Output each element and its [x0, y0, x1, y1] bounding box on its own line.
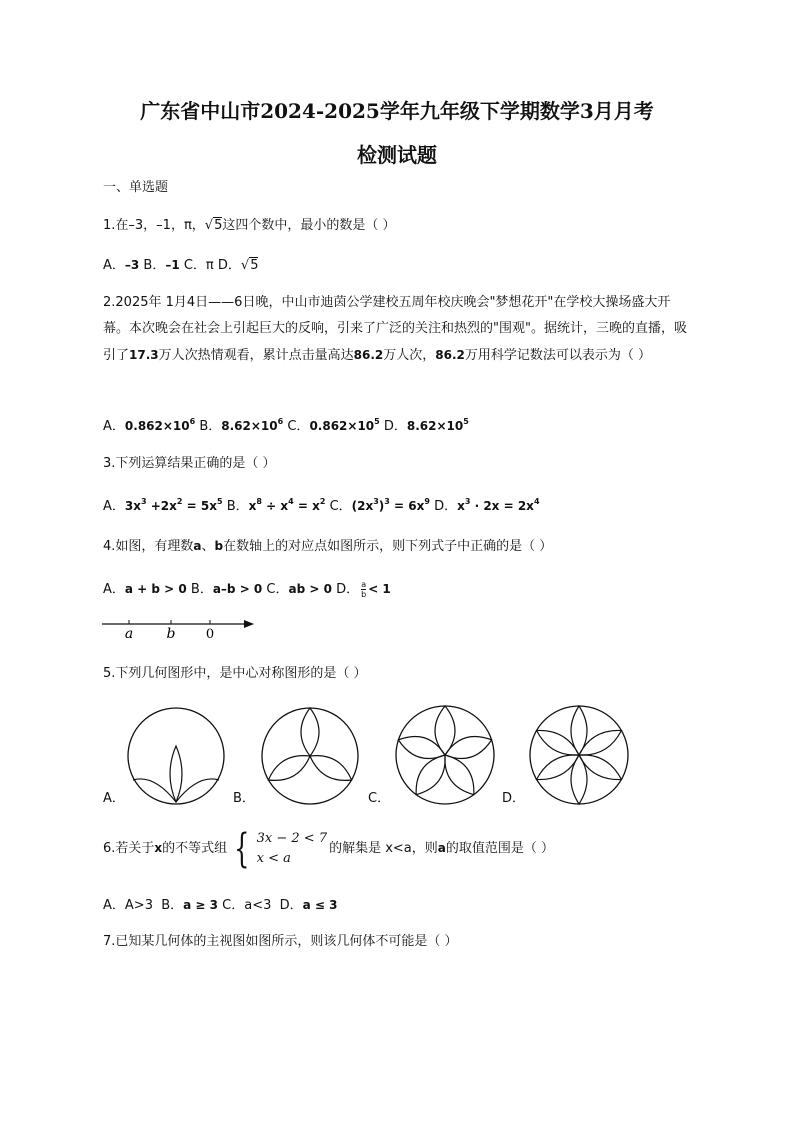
q5-option-c-label: C．	[368, 791, 391, 806]
q6-option-c-value: a<3	[244, 898, 272, 913]
q2-option-b-exp: 6	[277, 417, 284, 426]
number-line-arrow	[244, 620, 254, 628]
q1-sqrt: √5	[204, 218, 223, 233]
q6-stem-after2: 的取值范围是（ ）	[445, 841, 555, 856]
q4-option-d-label: D．	[336, 582, 360, 597]
q4-stem-before: 4.如图，有理数	[103, 539, 194, 554]
q1-option-c-label: C．	[183, 258, 206, 273]
q6-option-d-label: D．	[279, 898, 303, 913]
figure-b-petal-3	[264, 748, 315, 788]
q4-var-b: b	[214, 539, 224, 553]
q5-stem: 5.下列几何图形中，是中心对称图形的是（ ）	[103, 666, 367, 681]
q5-figure-c	[392, 702, 498, 808]
q4-option-c-value: ab > 0	[288, 582, 332, 596]
q6-option-a-value: A>3	[124, 898, 153, 913]
figure-d-petal-3	[575, 748, 625, 786]
q6-var-x: x	[154, 841, 163, 855]
number-line-label-b: b	[166, 626, 176, 642]
q4-sep: 、	[201, 539, 215, 554]
page-title-line2: 检测试题	[357, 143, 437, 167]
number-line-label-0: 0	[205, 627, 215, 642]
q1-stem-before: 1.在–3，–1，π，	[103, 218, 205, 233]
q6-option-a-label: A．	[103, 898, 125, 913]
q1-option-b-label: B．	[143, 258, 166, 273]
q2-option-d-exp: 5	[463, 417, 469, 426]
figure-a-center-petal	[170, 746, 182, 802]
q1-option-d-label: D．	[217, 258, 241, 273]
q4-stem-after: 在数轴上的对应点如图所示，则下列式子中正确的是（ ）	[223, 539, 553, 554]
figure-d-petal-4	[571, 755, 587, 804]
q1-sqrt-radicand: 5	[214, 218, 223, 233]
q2-stem-part3: 万人次热情观看，累计点击量高达	[158, 348, 354, 363]
q2-stem-part2: —6日晚，中山市迪茵公学建校五周年校庆晚会"梦想花开"在学校大操场盛大开幕。本次晚会在社会上引起巨大的反响，引来了广泛的关注和热烈的"围观"。据统计，三晚的直播，吸引了	[103, 295, 687, 363]
q1-options	[103, 255, 258, 276]
q1-option-d-radicand: 5	[250, 258, 259, 273]
q2-option-c-label: C．	[287, 419, 310, 434]
q2-bold-value-1: 17.3	[129, 348, 159, 362]
q5-option-d-label: D．	[502, 791, 526, 806]
q4-option-b-label: B．	[190, 582, 213, 597]
q4-option-d-rest: < 1	[368, 582, 391, 596]
q4-option-d-denominator: b	[361, 590, 367, 599]
figure-c-petal-1	[435, 706, 455, 755]
q5-option-a-label: A．	[103, 791, 125, 806]
q1-option-d-sqrt: √5	[240, 258, 259, 273]
q5-option-b-label: B．	[233, 791, 255, 806]
q6-option-b-label: B．	[161, 898, 184, 913]
q3-option-d-label: D．	[434, 499, 458, 514]
q5-figure-b	[258, 704, 362, 808]
q1-option-a-label: A．	[103, 258, 125, 273]
q3-option-d-expr: $x^3 \cdot 2x = 2x^4$	[457, 497, 540, 513]
q4-number-line	[98, 612, 260, 642]
q3-option-a-label: A．	[103, 499, 125, 514]
q5-figure-d	[526, 702, 632, 808]
q3-option-c-label: C．	[329, 499, 352, 514]
q3-stem: 3.下列运算结果正确的是（ ）	[103, 456, 276, 471]
number-line-label-a: a	[124, 626, 134, 642]
q2-option-c-exp: 5	[374, 417, 380, 426]
q1-stem	[103, 216, 396, 236]
figure-a-circle	[128, 708, 224, 804]
section-label: 一、单选题	[103, 180, 169, 195]
q2-option-b-label: B．	[199, 419, 222, 434]
q4-option-c-label: C．	[266, 582, 289, 597]
figure-d-petal-1	[571, 706, 587, 755]
q4-stem	[103, 536, 552, 557]
q6-stem-before: 6.若关于	[103, 841, 155, 856]
q6-option-b-value: a ≥ 3	[183, 898, 219, 912]
q2-bold-value-3: 86.2	[435, 348, 465, 362]
q2-stem	[103, 290, 693, 369]
q4-option-d-numerator: a	[361, 580, 367, 589]
q3-option-a-expr: $3x^3 +2x^2 = 5x^5$	[124, 497, 223, 513]
q6-inequality-system	[229, 825, 328, 872]
figure-d-petal-6	[533, 724, 583, 762]
q5-figure-a	[124, 704, 228, 808]
q6-inequality-1: 3x − 2 < 7	[256, 830, 328, 846]
q6-option-c-label: C．	[222, 898, 245, 913]
q6-options	[103, 895, 338, 916]
figure-b-petal-1	[301, 708, 319, 756]
q4-options	[103, 579, 391, 600]
q2-option-a-label: A．	[103, 419, 125, 434]
q2-option-b-base: 8.62×10	[221, 419, 278, 433]
q3-option-b-expr: $x^8 \div x^4 = x^2$	[248, 497, 326, 513]
q4-option-a-label: A．	[103, 582, 125, 597]
q1-option-c-value: π	[205, 258, 214, 273]
q2-option-d-base: 8.62×10	[406, 419, 464, 433]
q2-option-a-exp: 6	[189, 417, 196, 426]
figure-d-petal-5	[533, 748, 583, 786]
q6-var-a: a	[437, 841, 446, 855]
figure-b-petal-2	[306, 748, 357, 788]
page-title-line1: 广东省中山市2024-2025学年九年级下学期数学3月月考	[140, 99, 654, 123]
q2-stem-part1: 2.2025年 1月4日—	[103, 295, 222, 310]
q4-option-d-fraction	[361, 580, 366, 599]
q4-option-a-value: a + b > 0	[124, 582, 187, 596]
q6-option-d-value: a ≤ 3	[302, 898, 338, 912]
q2-stem-part5: 万用科学记数法可以表示为（ ）	[464, 348, 652, 363]
q2-options	[103, 416, 469, 437]
q4-option-b-value: a–b > 0	[212, 582, 263, 596]
q1-option-a-value: –3	[124, 258, 140, 272]
q2-option-c-base: 0.862×10	[309, 419, 375, 433]
figure-d-petal-2	[575, 724, 625, 762]
q6-inequality-2: x < a	[256, 850, 291, 866]
q7-stem: 7.已知某几何体的主视图如图所示，则该几何体不可能是（ ）	[103, 934, 458, 949]
q6-stem-mid: 的不等式组	[162, 841, 228, 856]
q3-options	[103, 496, 540, 517]
q1-option-b-value: –1	[165, 258, 180, 272]
q6-brace: {	[234, 825, 250, 872]
q2-option-d-label: D．	[383, 419, 407, 434]
q6-stem-after1: 的解集是 x<a，则	[329, 841, 438, 856]
q2-bold-value-2: 86.2	[353, 348, 384, 362]
q4-var-a: a	[193, 539, 202, 553]
q6-stem	[103, 826, 554, 871]
q1-stem-after: 这四个数中，最小的数是（ ）	[222, 218, 396, 233]
q3-option-b-label: B．	[226, 499, 249, 514]
q2-stem-part4: 万人次，	[383, 348, 436, 363]
q3-option-c-expr: $(2x^3)^3 = 6x^9$	[351, 497, 430, 513]
q2-option-a-base: 0.862×10	[124, 419, 190, 433]
